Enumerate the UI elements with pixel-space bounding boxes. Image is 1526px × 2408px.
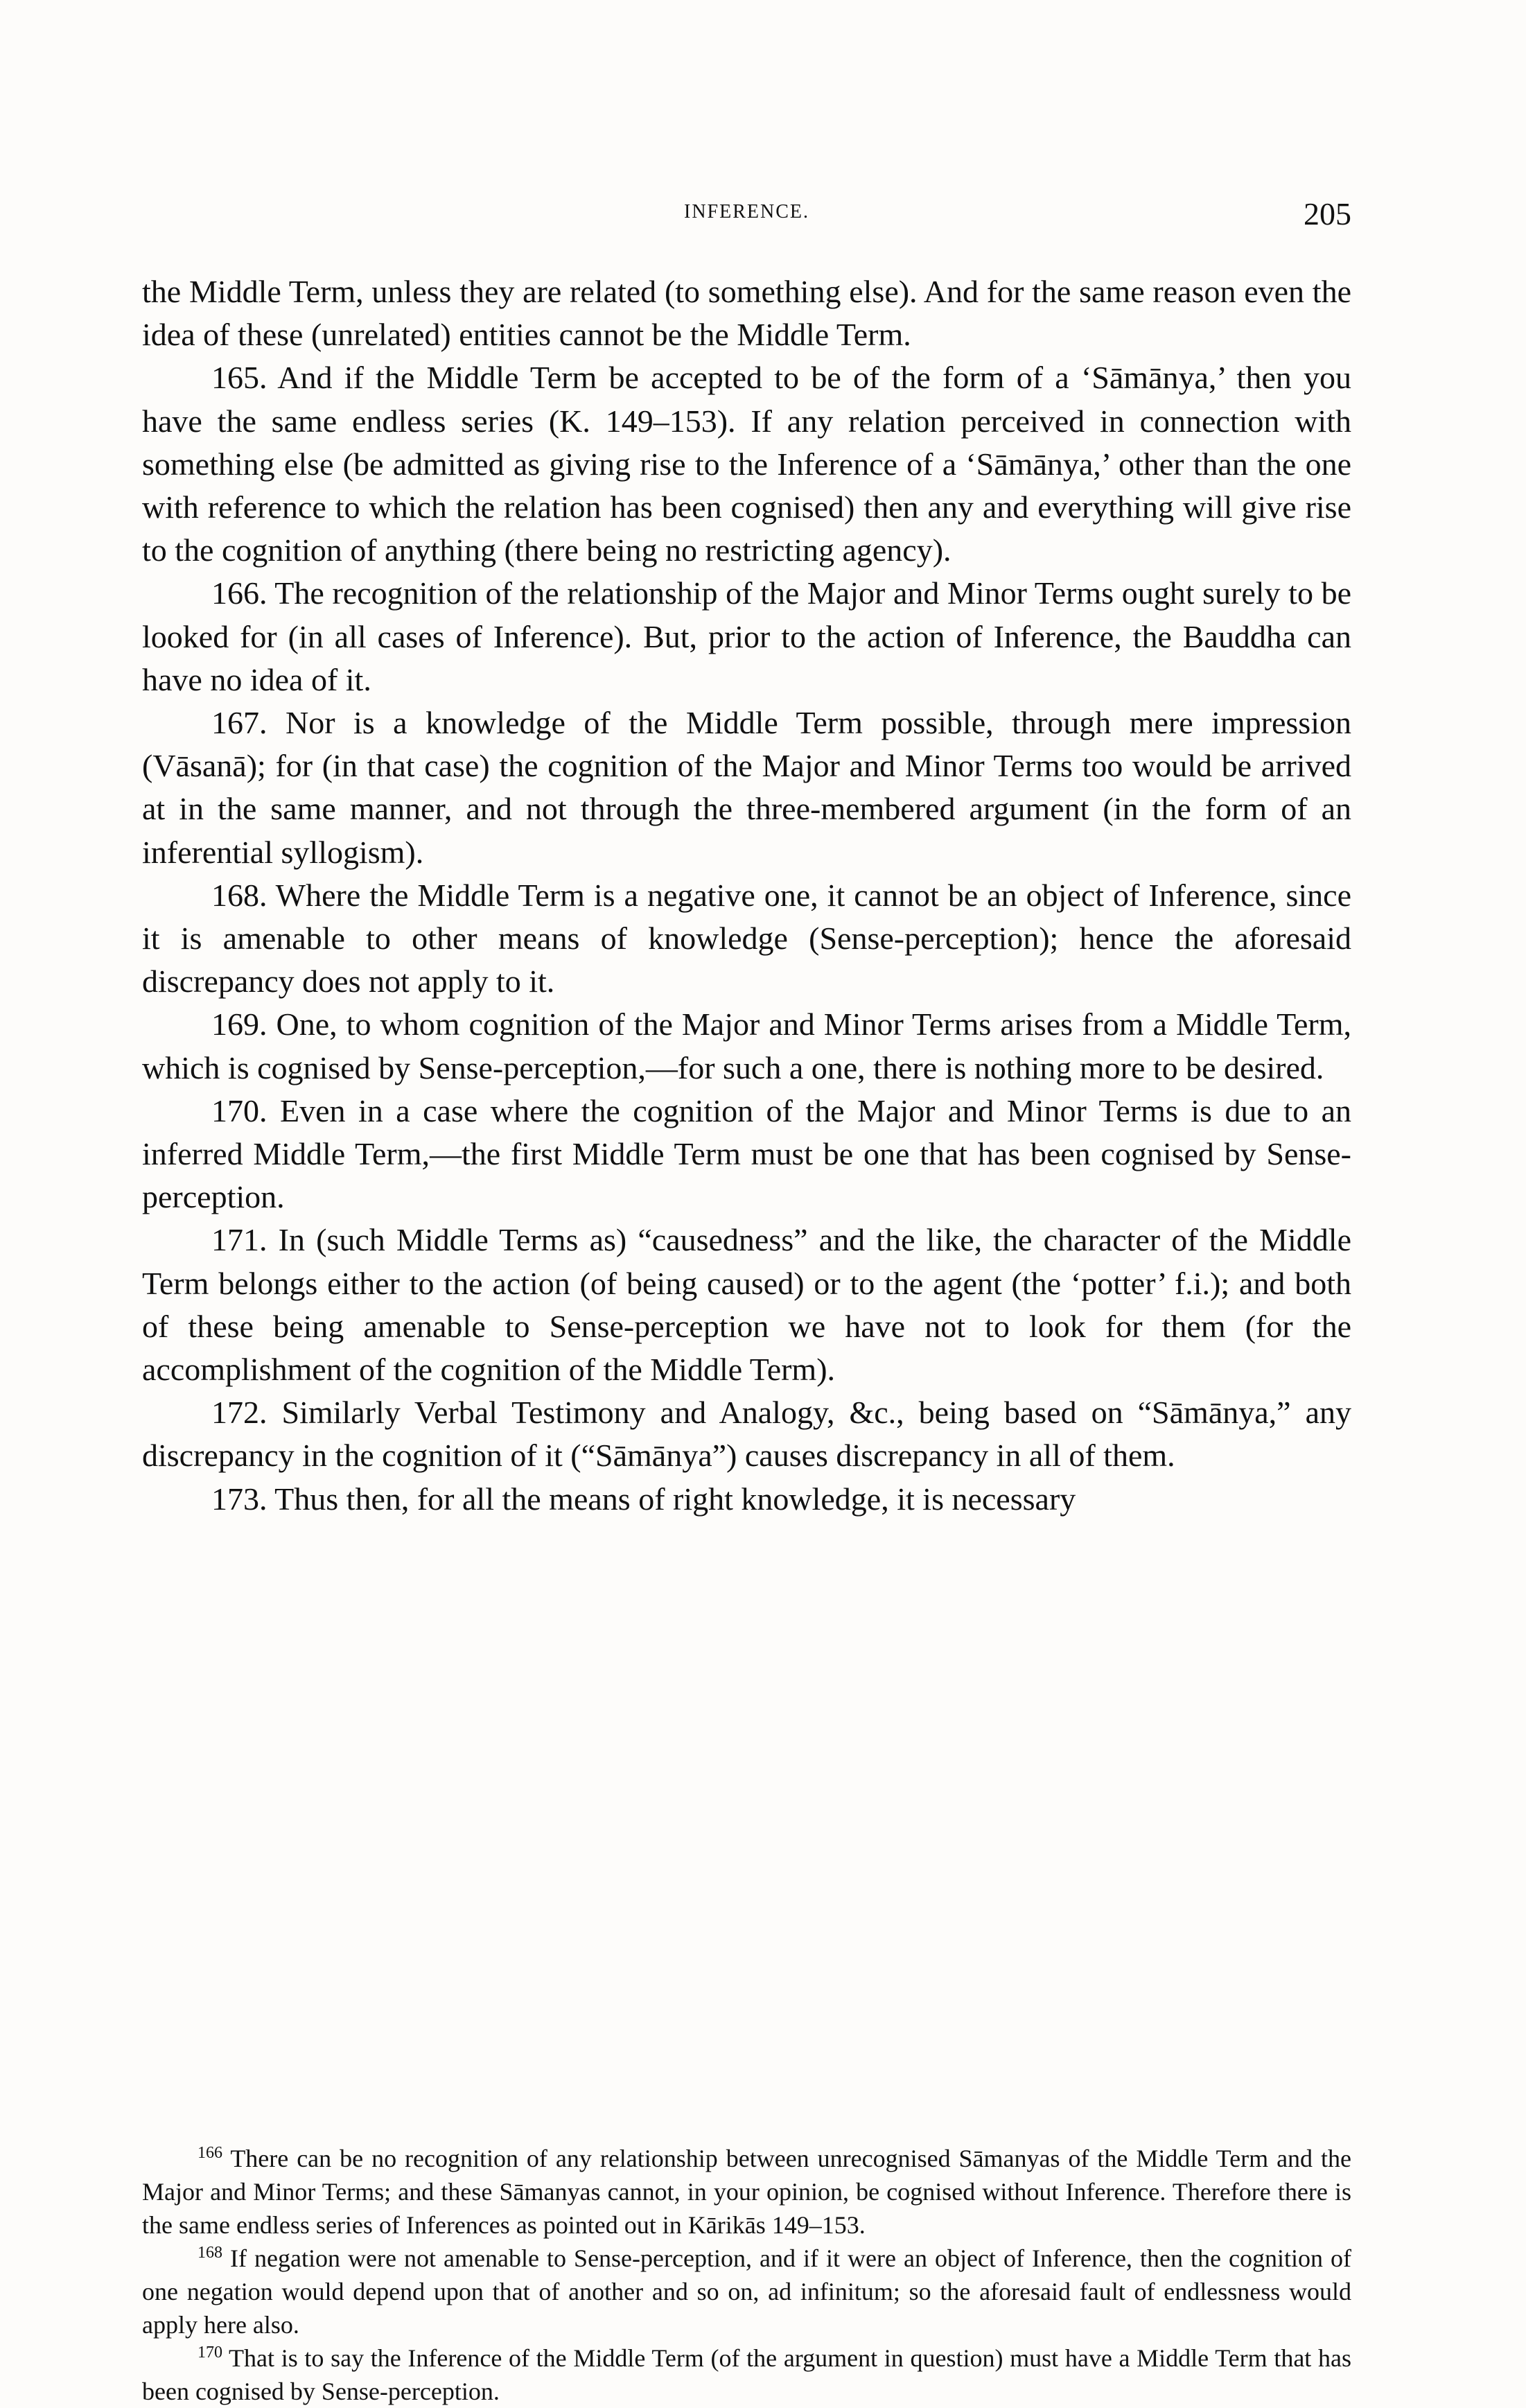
footnote-170: [142, 2341, 1351, 2408]
page-number: 205: [1304, 196, 1351, 232]
footnote-168: [142, 2242, 1351, 2341]
page-header: [142, 195, 1351, 237]
footnote-166: [142, 2142, 1351, 2242]
paragraph-165: 165. And if the Middle Term be accepted to be of the form of a ‘Sāmānya,’ then you have the same endless series (K. 149–153). If any relation perceived in connection with something else (be admitted as giving rise to the Inference of a ‘Sāmānya,’ other than the one with reference to which the relation has been cognised) then any and everything will give rise to the cognition of anything (there being no restricting agency).: [142, 360, 1351, 568]
footnote-mark: 170: [198, 2344, 222, 2362]
paragraph-169: 169. One, to whom cognition of the Major and Minor Terms arises from a Middle Term, which is cognised by Sense-perception,—for such a one, there is nothing more to be desired.: [142, 1006, 1351, 1085]
footnote-mark: 166: [198, 2144, 222, 2162]
footnotes: [142, 2142, 1351, 2408]
paragraph-170: 170. Even in a case where the cognition of the Major and Minor Terms is due to an inferred Middle Term,—the first Middle Term must be one that has been cognised by Sense-perception.: [142, 1092, 1351, 1215]
paragraph-continuation: the Middle Term, unless they are related (to something else). And for the same reason even the idea of these (unrelated) entities cannot be the Middle Term.: [142, 274, 1351, 353]
paragraph-167: 167. Nor is a knowledge of the Middle Term possible, through mere impression (Vāsanā); for (in that case) the cognition of the Major and Minor Terms too would be arrived at in the same manner, and not through the three-membered argument (in the form of an inferential syllogism).: [142, 705, 1351, 870]
footnote-mark: 168: [198, 2244, 222, 2262]
paragraph-172: 172. Similarly Verbal Testimony and Analogy, &c., being based on “Sāmānya,” any discrepancy in the cognition of it (“Sāmānya”) causes discrepancy in all of them.: [142, 1395, 1351, 1474]
running-head: INFERENCE.: [684, 201, 809, 223]
paragraph-173: 173. Thus then, for all the means of right knowledge, it is necessary: [211, 1481, 1076, 1517]
footnote-text: If negation were not amenable to Sense-perception, and if it were an object of Inference, then the cognition of one negation would depend upon that of another and so on, ad infinitum; so the aforesaid fault of endlessness would apply here also.: [142, 2244, 1352, 2339]
paragraph-168: 168. Where the Middle Term is a negative one, it cannot be an object of Inference, since it is amenable to other means of knowledge (Sense-perception); hence the aforesaid discrepancy does not apply to it.: [142, 877, 1351, 1000]
paragraph-166: 166. The recognition of the relationship of the Major and Minor Terms ought surely to be looked for (in all cases of Inference). But, prior to the action of Inference, the Bauddha can have no idea of it.: [142, 575, 1351, 697]
paragraph-171: 171. In (such Middle Terms as) “causedness” and the like, the character of the Middle Term belongs either to the action (of being caused) or to the agent (the ‘potter’ f.i.); and both of these being amenable to Sense-perception we have not to look for them (for the accomplishment of the cognition of the Middle Term).: [142, 1222, 1351, 1388]
footnote-text: That is to say the Inference of the Middle Term (of the argument in question) must have a Middle Term that has been cognised by Sense-perception.: [142, 2344, 1351, 2405]
body-text: [142, 270, 1351, 1521]
footnote-text: There can be no recognition of any relationship between unrecognised Sāmanyas of the Middle Term and the Major and Minor Terms; and these Sāmanyas cannot, in your opinion, be cognised without Inference. Therefore there is the same endless series of Inferences as pointed out in Kārikās 149–153.: [142, 2145, 1351, 2239]
